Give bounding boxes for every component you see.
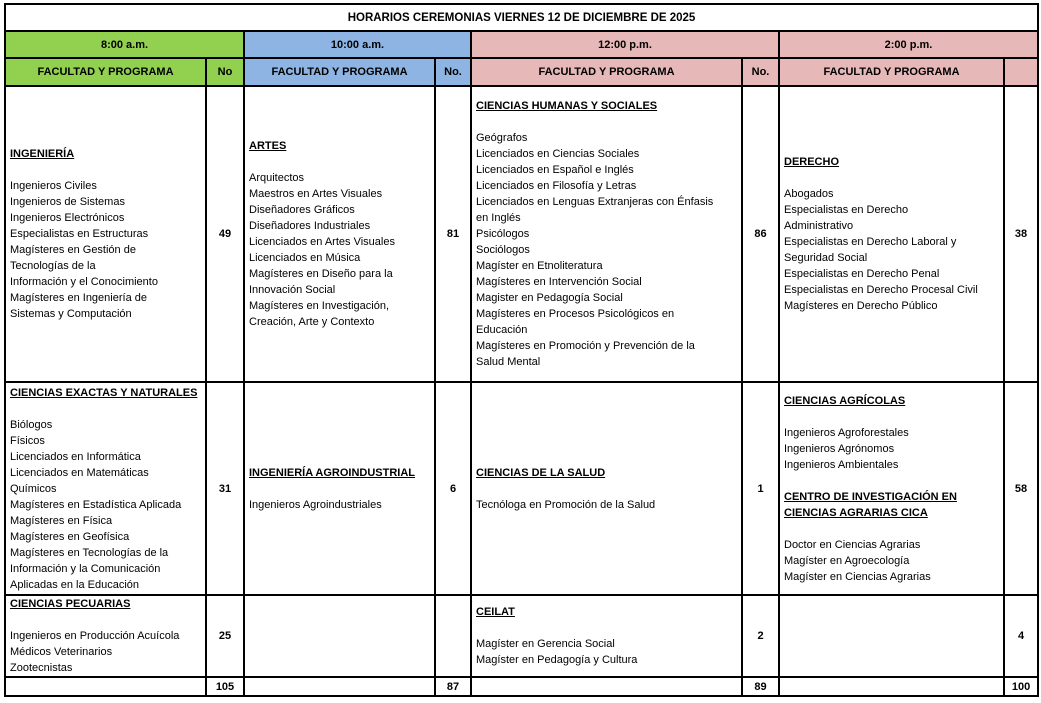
program-line: Químicos xyxy=(10,482,57,495)
program-line: Licenciados en Matemáticas xyxy=(10,466,149,479)
program-line: Licenciados en Música xyxy=(249,252,361,264)
time-header-3: 12:00 p.m. xyxy=(471,31,779,58)
program-group-heading: CIENCIAS AGRÍCOLAS xyxy=(784,394,906,407)
program-cell xyxy=(244,595,435,677)
program-line: en Inglés xyxy=(476,212,521,224)
program-group-heading: CIENCIAS EXACTAS Y NATURALES xyxy=(10,386,198,399)
program-line: Maestros en Artes Visuales xyxy=(249,188,383,200)
program-line: Biólogos xyxy=(10,418,53,431)
program-cell xyxy=(471,86,742,382)
program-line: Magísteres en Diseño para la xyxy=(249,268,393,280)
program-line: Magíster en Pedagogía y Cultura xyxy=(476,654,638,666)
count-cell: 49 xyxy=(206,86,244,382)
time-header-2: 10:00 a.m. xyxy=(244,31,471,58)
total-count-cell: 100 xyxy=(1004,677,1038,696)
count-cell: 2 xyxy=(742,595,779,677)
no-header-3: No. xyxy=(742,58,779,86)
program-line: Ingenieros Electrónicos xyxy=(10,212,125,224)
program-line: Ingenieros Ambientales xyxy=(784,458,899,471)
blank-line xyxy=(10,162,201,178)
blank-line xyxy=(784,521,999,537)
program-line: Magíster en Ciencias Agrarias xyxy=(784,570,931,583)
program-group-heading: CEILAT xyxy=(476,606,515,618)
total-count-cell: 89 xyxy=(742,677,779,696)
program-cell xyxy=(471,595,742,677)
blank-line xyxy=(476,114,737,130)
program-line: Magísteres en Ingeniería de xyxy=(10,292,147,304)
total-blank-cell xyxy=(244,677,435,696)
program-line: Magísteres en Procesos Psicológicos en xyxy=(476,308,675,320)
program-line: Información y el Conocimiento xyxy=(10,276,158,288)
program-group-heading: DERECHO xyxy=(784,156,840,168)
page-title: HORARIOS CEREMONIAS VIERNES 12 DE DICIEMBRE DE 2025 xyxy=(5,4,1038,31)
blank-line xyxy=(784,170,999,186)
program-line: Licenciados en Artes Visuales xyxy=(249,236,395,248)
program-line: Aplicadas en la Educación xyxy=(10,578,140,591)
program-line: Licenciados en Ciencias Sociales xyxy=(476,148,640,160)
program-line: Licenciados en Lenguas Extranjeras con Énfasis xyxy=(476,196,714,208)
schedule-row-2 xyxy=(5,382,1038,595)
program-line: Especialistas en Derecho Laboral y xyxy=(784,236,957,248)
count-cell: 25 xyxy=(206,595,244,677)
program-line: Ingenieros de Sistemas xyxy=(10,196,125,208)
schedule-row-1 xyxy=(5,86,1038,382)
program-line: Magister en Pedagogía Social xyxy=(476,292,623,304)
program-line: Arquitectos xyxy=(249,172,305,184)
program-line: Magísteres en Promoción y Prevención de la xyxy=(476,340,695,352)
count-cell xyxy=(435,595,471,677)
program-line: Ingenieros Civiles xyxy=(10,180,97,192)
no-header-1: No xyxy=(206,58,244,86)
program-line: Doctor en Ciencias Agrarias xyxy=(784,538,921,551)
program-line: Magísteres en Gestión de xyxy=(10,244,136,256)
blank-line xyxy=(10,612,201,628)
program-line: Especialistas en Derecho xyxy=(784,204,909,216)
program-line: Seguridad Social xyxy=(784,252,868,264)
total-blank-cell xyxy=(779,677,1004,696)
program-line: Especialistas en Derecho Penal xyxy=(784,268,940,280)
program-line: Geógrafos xyxy=(476,132,528,144)
program-line: Innovación Social xyxy=(249,284,336,296)
total-blank-cell xyxy=(5,677,206,696)
blank-line xyxy=(784,473,999,489)
program-line: Educación xyxy=(476,324,528,336)
schedule-table xyxy=(4,3,1039,697)
program-line: Magísteres en Física xyxy=(10,514,113,527)
blank-line xyxy=(476,481,737,497)
program-line: Zootecnistas xyxy=(10,662,73,674)
program-cell xyxy=(244,382,435,595)
program-line: Magíster en Etnoliteratura xyxy=(476,260,603,272)
facultad-header-4: FACULTAD Y PROGRAMA xyxy=(779,58,1004,86)
program-line: Ingenieros Agroforestales xyxy=(784,426,909,439)
blank-line xyxy=(476,620,737,636)
title-row xyxy=(5,4,1038,31)
program-line: Psicólogos xyxy=(476,228,530,240)
program-line: Ingenieros en Producción Acuícola xyxy=(10,630,180,642)
program-cell xyxy=(779,86,1004,382)
program-line: Magíster en Agroecología xyxy=(784,554,910,567)
program-line: Magísteres en Geofísica xyxy=(10,530,130,543)
program-line: Especialistas en Derecho Procesal Civil xyxy=(784,284,978,296)
no-header-4 xyxy=(1004,58,1038,86)
program-line: Diseñadores Gráficos xyxy=(249,204,355,216)
program-cell xyxy=(5,595,206,677)
program-group-heading: INGENIERÍA AGROINDUSTRIAL xyxy=(249,466,416,479)
program-group-heading: CIENCIAS DE LA SALUD xyxy=(476,466,606,479)
program-line: Magísteres en Investigación, xyxy=(249,300,390,312)
count-cell: 31 xyxy=(206,382,244,595)
program-line: Tecnologías de la xyxy=(10,260,96,272)
time-header-1: 8:00 a.m. xyxy=(5,31,244,58)
count-cell: 1 xyxy=(742,382,779,595)
time-header-row xyxy=(5,31,1038,58)
count-cell: 4 xyxy=(1004,595,1038,677)
program-line: Ingenieros Agrónomos xyxy=(784,442,895,455)
program-line: Ingenieros Agroindustriales xyxy=(249,498,382,511)
program-line: Magísteres en Intervención Social xyxy=(476,276,642,288)
program-line: Administrativo xyxy=(784,220,854,232)
schedule-row-3 xyxy=(5,595,1038,677)
program-line: Físicos xyxy=(10,434,45,447)
program-line: Tecnóloga en Promoción de la Salud xyxy=(476,498,656,511)
program-line: Magísteres en Tecnologías de la xyxy=(10,546,169,559)
program-line: Salud Mental xyxy=(476,356,541,368)
program-line: Sistemas y Computación xyxy=(10,308,132,320)
count-cell: 81 xyxy=(435,86,471,382)
program-cell xyxy=(471,382,742,595)
no-header-2: No. xyxy=(435,58,471,86)
totals-row xyxy=(5,677,1038,696)
total-count-cell: 105 xyxy=(206,677,244,696)
total-count-cell: 87 xyxy=(435,677,471,696)
facultad-header-2: FACULTAD Y PROGRAMA xyxy=(244,58,435,86)
blank-line xyxy=(249,154,430,170)
program-line: Licenciados en Español e Inglés xyxy=(476,164,634,176)
program-line: Licenciados en Filosofía y Letras xyxy=(476,180,637,192)
count-cell: 6 xyxy=(435,382,471,595)
program-group-heading: CENTRO DE INVESTIGACIÓN EN xyxy=(784,490,957,503)
count-cell: 86 xyxy=(742,86,779,382)
program-line: Información y la Comunicación xyxy=(10,562,161,575)
program-line: Licenciados en Informática xyxy=(10,450,141,463)
program-line: Especialistas en Estructuras xyxy=(10,228,149,240)
total-blank-cell xyxy=(471,677,742,696)
program-line: Sociólogos xyxy=(476,244,530,256)
program-cell xyxy=(779,595,1004,677)
program-group-heading: INGENIERÍA xyxy=(10,148,75,160)
program-cell xyxy=(779,382,1004,595)
program-line: Creación, Arte y Contexto xyxy=(249,316,375,328)
program-cell xyxy=(244,86,435,382)
count-cell: 38 xyxy=(1004,86,1038,382)
program-group-heading: CIENCIAS PECUARIAS xyxy=(10,598,131,610)
program-group-heading: CIENCIAS AGRARIAS CICA xyxy=(784,506,928,519)
facultad-header-1: FACULTAD Y PROGRAMA xyxy=(5,58,206,86)
column-header-row xyxy=(5,58,1038,86)
program-cell xyxy=(5,86,206,382)
time-header-4: 2:00 p.m. xyxy=(779,31,1038,58)
program-line: Magísteres en Derecho Público xyxy=(784,300,938,312)
blank-line xyxy=(10,401,201,417)
facultad-header-3: FACULTAD Y PROGRAMA xyxy=(471,58,742,86)
program-group-heading: CIENCIAS HUMANAS Y SOCIALES xyxy=(476,100,658,112)
program-line: Diseñadores Industriales xyxy=(249,220,371,232)
program-line: Médicos Veterinarios xyxy=(10,646,113,658)
blank-line xyxy=(784,409,999,425)
program-line: Magísteres en Estadística Aplicada xyxy=(10,498,182,511)
program-cell xyxy=(5,382,206,595)
program-line: Abogados xyxy=(784,188,834,200)
program-line: Magíster en Gerencia Social xyxy=(476,638,615,650)
count-cell: 58 xyxy=(1004,382,1038,595)
blank-line xyxy=(249,481,430,497)
program-group-heading: ARTES xyxy=(249,140,287,152)
